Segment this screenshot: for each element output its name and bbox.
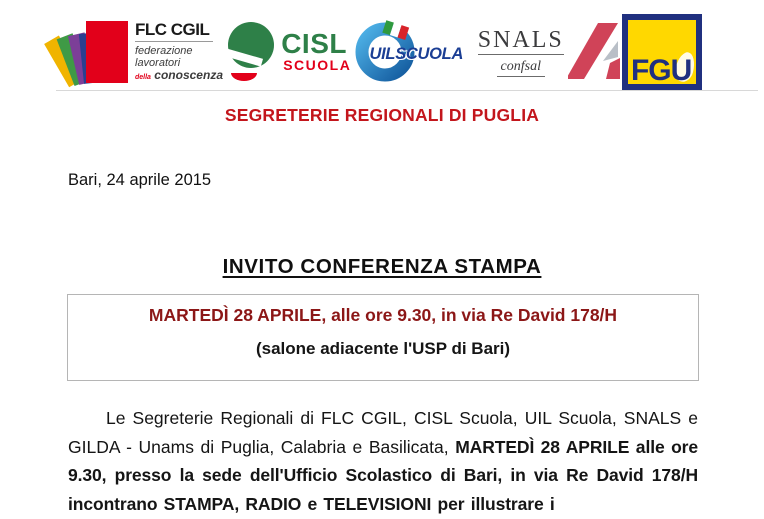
header-divider [56,90,758,91]
uilscuola-title: UILSCUOLA [369,45,464,63]
cisl-scuola-logo [225,21,351,83]
cisl-emblem-icon [225,21,275,83]
flc-cgil-logo [66,15,223,89]
flc-cgil-book-icon [66,15,128,89]
event-details-box [67,294,699,381]
flc-cgil-sub1: federazione [135,45,193,57]
body-paragraph-normal: Le Segreterie Regionali di FLC CGIL, CISL Scuola, UIL Scuola, SNALS e GILDA - Unams di Puglia, Calabria e Basilicata, [68,408,698,457]
snals-confsal-logo [478,21,620,83]
flc-cgil-title: FLC CGIL [135,20,210,39]
logo-strip [66,12,702,92]
press-conference-title: INVITO CONFERENZA STAMPA [222,255,542,278]
body-paragraph-bold: MARTEDÌ 28 APRILE alle ore 9.30, presso la sede dell'Ufficio Scolastico di Bari, in via Re David 178/H incontrano STAMPA, RADIO e TELEVISIONI per illustrare i [68,436,699,514]
cisl-subtitle: SCUOLA [283,57,352,73]
flc-cgil-sub3: della conoscenza [135,68,223,82]
snals-subtitle: confsal [497,59,545,77]
fgu-gilda-logo [622,14,702,90]
uilscuola-logo [354,19,476,85]
flc-cgil-sub2: lavoratori [135,57,181,69]
event-date-location: MARTEDÌ 28 APRILE, alle ore 9.30, in via Re David 178/H [148,305,618,325]
regional-secretariats-heading: SEGRETERIE REGIONALI DI PUGLIA [224,105,540,125]
event-venue-note: (salone adiacente l'USP di Bari) [255,339,511,358]
snals-ribbon-icon [568,21,620,83]
fgu-title: FGU [630,54,692,87]
body-paragraph [68,404,698,518]
snals-title: SNALS [477,26,564,53]
date-line: Bari, 24 aprile 2015 [68,171,212,189]
cisl-title: CISL [281,28,347,59]
